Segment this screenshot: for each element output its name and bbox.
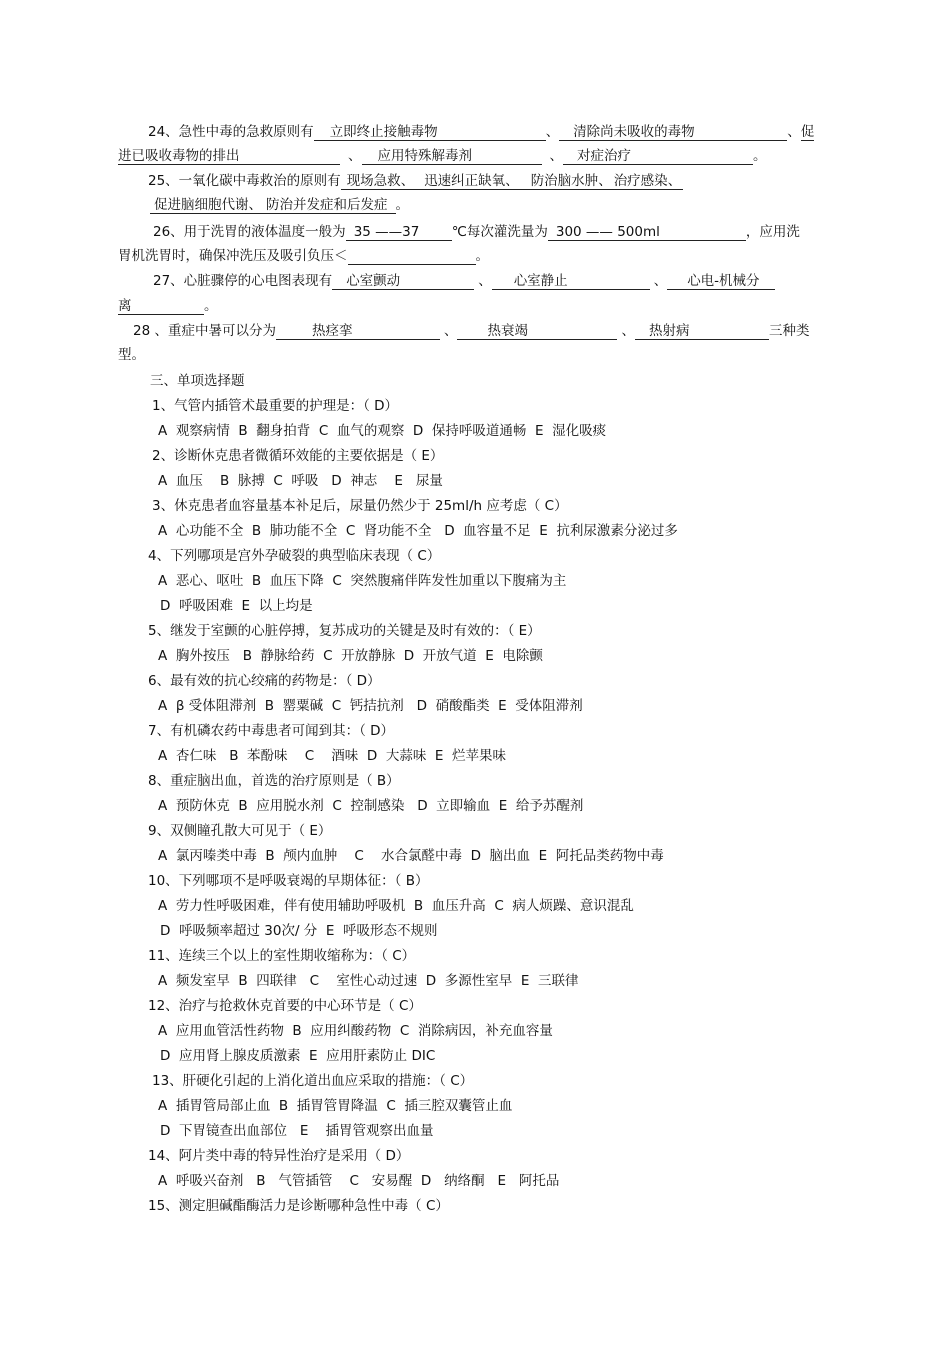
q25-end: 。 (395, 197, 409, 213)
question-3: 3、休克患者血容量基本补足后，尿量仍然少于 25ml/h 应考虑（ C） (152, 498, 568, 514)
q28-answer-3: 热射病 (635, 323, 769, 340)
question-5-options: A 胸外按压 B 静脉给药 C 开放静脉 D 开放气道 E 电除颤 (158, 648, 543, 664)
q24-answer-2: 清除尚未吸收的毒物 (559, 124, 787, 141)
question-10: 10、下列哪项不是呼吸衰竭的早期体征：（ B） (148, 873, 429, 889)
question-10-options: A 劳力性呼吸困难，伴有使用辅助呼吸机 B 血压升高 C 病人烦躁、意识混乱 (158, 898, 634, 914)
q25-answer-6: 防治并发症和后发症 (264, 197, 396, 214)
q27-prompt: 27、心脏骤停的心电图表现有 (153, 273, 333, 289)
q24-line1 (148, 123, 814, 141)
question-10-options: D 呼吸频率超过 30次/ 分 E 呼吸形态不规则 (160, 923, 438, 939)
question-6-options: A β 受体阻滞剂 B 罂粟碱 C 钙拮抗剂 D 硝酸酯类 E 受体阻滞剂 (158, 698, 583, 714)
q24-prompt: 24、急性中毒的急救原则有 (148, 124, 314, 140)
question-2: 2、诊断休克患者微循环效能的主要依据是（ E） (152, 448, 444, 464)
question-9: 9、双侧瞳孔散大可见于（ E） (148, 823, 332, 839)
q28-line2 (118, 346, 145, 364)
q25-answer-2: 迅速纠正缺氧、 (416, 173, 525, 190)
q26-answer-3 (348, 264, 476, 265)
question-8: 8、重症脑出血，首选的治疗原则是（ B） (148, 773, 400, 789)
question-8-options: A 预防休克 B 应用脱水剂 C 控制感染 D 立即输血 E 给予苏醒剂 (158, 798, 584, 814)
q28-line2-text: 型。 (118, 347, 145, 363)
question-14-options: A 呼吸兴奋剂 B 气管插管 C 安易醒 D 纳络酮 E 阿托品 (158, 1173, 560, 1189)
question-1: 1、气管内插管术最重要的护理是：（ D） (152, 398, 399, 414)
q26-answer-1: 35 ——37 (346, 224, 452, 241)
q24-answer-3b: 进已吸收毒物的排出 (118, 148, 340, 165)
question-3-options: A 心功能不全 B 肺功能不全 C 肾功能不全 D 血容量不足 E 抗利尿激素分泌过多 (158, 523, 678, 539)
question-11: 11、连续三个以上的室性期收缩称为：（ C） (148, 948, 416, 964)
question-13: 13、肝硬化引起的上消化道出血应采取的措施：（ C） (152, 1073, 474, 1089)
q26-line2 (118, 247, 489, 265)
q25-answer-1: 现场急救、 (341, 173, 417, 190)
q24-sep: 、 (549, 148, 563, 164)
q24-answer-1: 立即终止接触毒物 (314, 124, 546, 141)
question-12: 12、治疗与抢救休克首要的中心环节是（ C） (148, 998, 422, 1014)
question-14: 14、阿片类中毒的特异性治疗是采用（ D） (148, 1148, 410, 1164)
question-12-options: D 应用肾上腺皮质激素 E 应用肝素防止 DIC (160, 1048, 436, 1064)
q24-sep: 、 (348, 148, 362, 164)
q28-sep: 、 (621, 323, 635, 339)
q28-prompt: 28 、重症中暑可以分为 (133, 323, 276, 339)
q25-line2 (150, 196, 409, 214)
q27-line1 (153, 272, 775, 290)
q27-answer-2: 心室静止 (492, 273, 650, 290)
q28-line1 (133, 322, 809, 340)
q24-answer-4: 应用特殊解毒剂 (362, 148, 542, 165)
q24-answer-5: 对症治疗 (563, 148, 753, 165)
question-13-options: A 插胃管局部止血 B 插胃管胃降温 C 插三腔双囊管止血 (158, 1098, 513, 1114)
question-2-options: A 血压 B 脉搏 C 呼吸 D 神志 E 尿量 (158, 473, 443, 489)
question-15: 15、测定胆碱酯酶活力是诊断哪种急性中毒（ C） (148, 1198, 449, 1214)
q26-line2-text: 胃机洗胃时，确保冲洗压及吸引负压＜ (118, 248, 348, 264)
question-1-options: A 观察病情 B 翻身拍背 C 血气的观察 D 保持呼吸道通畅 E 湿化吸痰 (158, 423, 607, 439)
q28-sep: 、 (443, 323, 458, 339)
q27-sep: 、 (478, 273, 492, 289)
q28-tail: 三种类 (768, 323, 810, 339)
question-4-options: A 恶心、呕吐 B 血压下降 C 突然腹痛伴阵发性加重以下腹痛为主 (158, 573, 567, 589)
q25-line1 (148, 172, 683, 190)
q26-end: 。 (475, 248, 489, 264)
question-7: 7、有机磷农药中毒患者可闻到其：（ D） (148, 723, 395, 739)
q24-end: 。 (753, 148, 767, 164)
question-9-options: A 氯丙嗪类中毒 B 颅内血肿 C 水合氯醛中毒 D 脑出血 E 阿托品类药物中毒 (158, 848, 664, 864)
section-title: 三、单项选择题 (150, 373, 245, 389)
q28-answer-2: 热衰竭 (457, 323, 617, 340)
question-12-options: A 应用血管活性药物 B 应用纠酸药物 C 消除病因，补充血容量 (158, 1023, 553, 1039)
q24-sep: 、 (787, 124, 801, 140)
q27-answer-3b: 离 (118, 298, 204, 315)
q26-line1 (153, 223, 800, 241)
q25-prompt: 25、一氧化碳中毒救治的原则有 (148, 173, 341, 189)
question-7-options: A 杏仁味 B 苯酚味 C 酒味 D 大蒜味 E 烂苹果味 (158, 748, 507, 764)
q24-answer-3a: 促 (800, 124, 815, 140)
q25-answer-3: 防治脑水肿、 (525, 173, 614, 190)
question-11-options: A 频发室早 B 四联律 C 室性心动过速 D 多源性室早 E 三联律 (158, 973, 579, 989)
question-4-options: D 呼吸困难 E 以上均是 (160, 598, 313, 614)
q26-answer-2: 300 —— 500ml (548, 224, 746, 241)
question-6: 6、最有效的抗心绞痛的药物是：（ D） (148, 673, 381, 689)
q27-line2 (118, 297, 218, 315)
question-4: 4、下列哪项是宫外孕破裂的典型临床表现（ C） (148, 548, 441, 564)
q26-prompt: 26、用于洗胃的液体温度一般为 (153, 224, 346, 240)
q26-mid: ℃每次灌洗量为 (451, 224, 548, 240)
q28-answer-1: 热痉挛 (276, 323, 440, 340)
q27-sep: 、 (653, 273, 668, 289)
question-13-options: D 下胃镜查出血部位 E 插胃管观察出血量 (160, 1123, 434, 1139)
q26-tail: ，应用洗 (745, 224, 800, 240)
q25-answer-4: 治疗感染、 (613, 173, 682, 189)
q27-answer-3a: 心电-机械分 (667, 273, 775, 290)
q27-answer-1: 心室颤动 (332, 273, 474, 290)
q24-sep: 、 (545, 124, 560, 140)
q27-end: 。 (204, 298, 218, 314)
q25-answer-5: 促进脑细胞代谢、 (150, 197, 264, 214)
question-5: 5、继发于室颤的心脏停搏，复苏成功的关键是及时有效的：（ E） (148, 623, 541, 639)
q24-line2 (118, 147, 767, 165)
